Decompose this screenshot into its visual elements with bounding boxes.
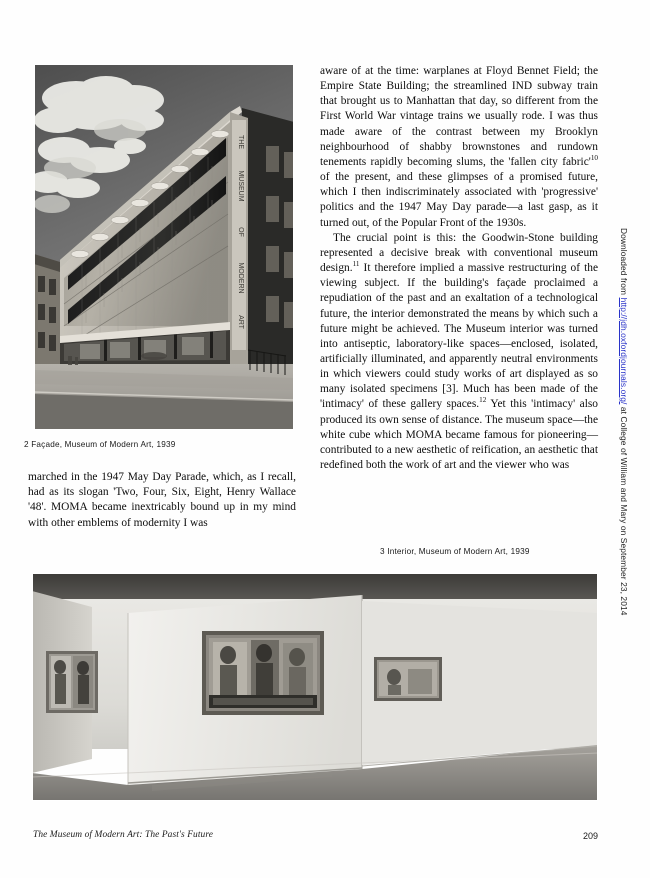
footnote-ref-12: 12 xyxy=(479,396,487,405)
svg-text:OF: OF xyxy=(237,227,244,237)
svg-text:ART: ART xyxy=(237,315,244,329)
right-paragraph-2-part-a: The crucial point is this: the Goodwin-Stone building represented a decisive break with conventional museum design. xyxy=(320,231,598,275)
figure-3-image xyxy=(32,573,598,801)
moma-gallery-interior-photograph xyxy=(32,573,598,801)
right-paragraph-1-part-b: of the present, and these glimpses of a promised future, which I then indiscriminately associated with 'progressive' politics and the 1947 May Day parade—a last gasp, as it turned out, of the Popular Front of the 1930s. xyxy=(320,171,598,229)
footnote-ref-10: 10 xyxy=(590,154,598,163)
running-footer-title: The Museum of Modern Art: The Past's Future xyxy=(33,830,213,840)
right-paragraph-2-part-b: It therefore implied a massive restructuring of the viewing subject. If the building's façade proclaimed a repudiation of the past and an exaltation of a technological future, the interior demonstrated the means by which such a future might be achieved. The Museum interior was turned into antiseptic, laboratory-like spaces—enclosed, isolated, artificially illuminated, and apparently neutral environments in which viewers could study works of art displayed as so many isolated specimens [3]. Much has been made of the 'intimacy' of these gallery spaces. xyxy=(320,262,598,411)
figure-2-image xyxy=(34,64,294,430)
download-stamp-url[interactable]: http://jdh.oxfordjournals.org/ xyxy=(619,297,629,405)
download-stamp-suffix: at College of William and Mary on September 23, 2014 xyxy=(619,404,629,616)
svg-text:MUSEUM: MUSEUM xyxy=(237,170,244,202)
right-paragraph-2 xyxy=(320,231,598,474)
artwork-right xyxy=(374,657,442,701)
right-paragraph-2-part-c: Yet this 'intimacy' also produced its own sense of distance. The museum space—the white cube which MOMA became famous for pioneering—contributed to a new aesthetic of reification, an aesthetic that redefined both the work of art and the viewer who was xyxy=(320,398,598,472)
svg-text:MODERN: MODERN xyxy=(237,262,244,294)
artwork-center xyxy=(202,631,324,715)
figure-2-caption: 2 Façade, Museum of Modern Art, 1939 xyxy=(24,440,176,449)
right-column-body-text xyxy=(320,64,598,473)
right-paragraph-1 xyxy=(320,64,598,231)
download-stamp-prefix: Downloaded from xyxy=(619,228,629,298)
right-paragraph-1-part-a: aware of at the time: warplanes at Floyd Bennet Field; the Empire State Building; the streamlined IND subway train that brought us to Manhattan that day, so different from the First World War vintage trains we usually rode. I was thus made aware of the contrast between my Brooklyn neighbourhood of shabby brownstones and rundown tenements rapidly becoming slums, the 'fallen city fabric' xyxy=(320,65,598,168)
moma-facade-photograph xyxy=(34,64,294,430)
left-column-paragraph: marched in the 1947 May Day Parade, which, as I recall, had as its slogan 'Two, Four, Six, Eight, Henry Wallace '48'. MOMA became inextricably bound up in my mind with other emblems of modernity I was xyxy=(28,471,296,529)
artwork-left xyxy=(46,651,98,713)
left-column-body-text xyxy=(28,470,296,531)
page-number: 209 xyxy=(582,831,598,841)
footnote-ref-11: 11 xyxy=(352,260,360,269)
download-provenance-stamp xyxy=(618,228,632,728)
figure-3-caption: 3 Interior, Museum of Modern Art, 1939 xyxy=(380,547,530,556)
svg-text:THE: THE xyxy=(237,135,244,149)
